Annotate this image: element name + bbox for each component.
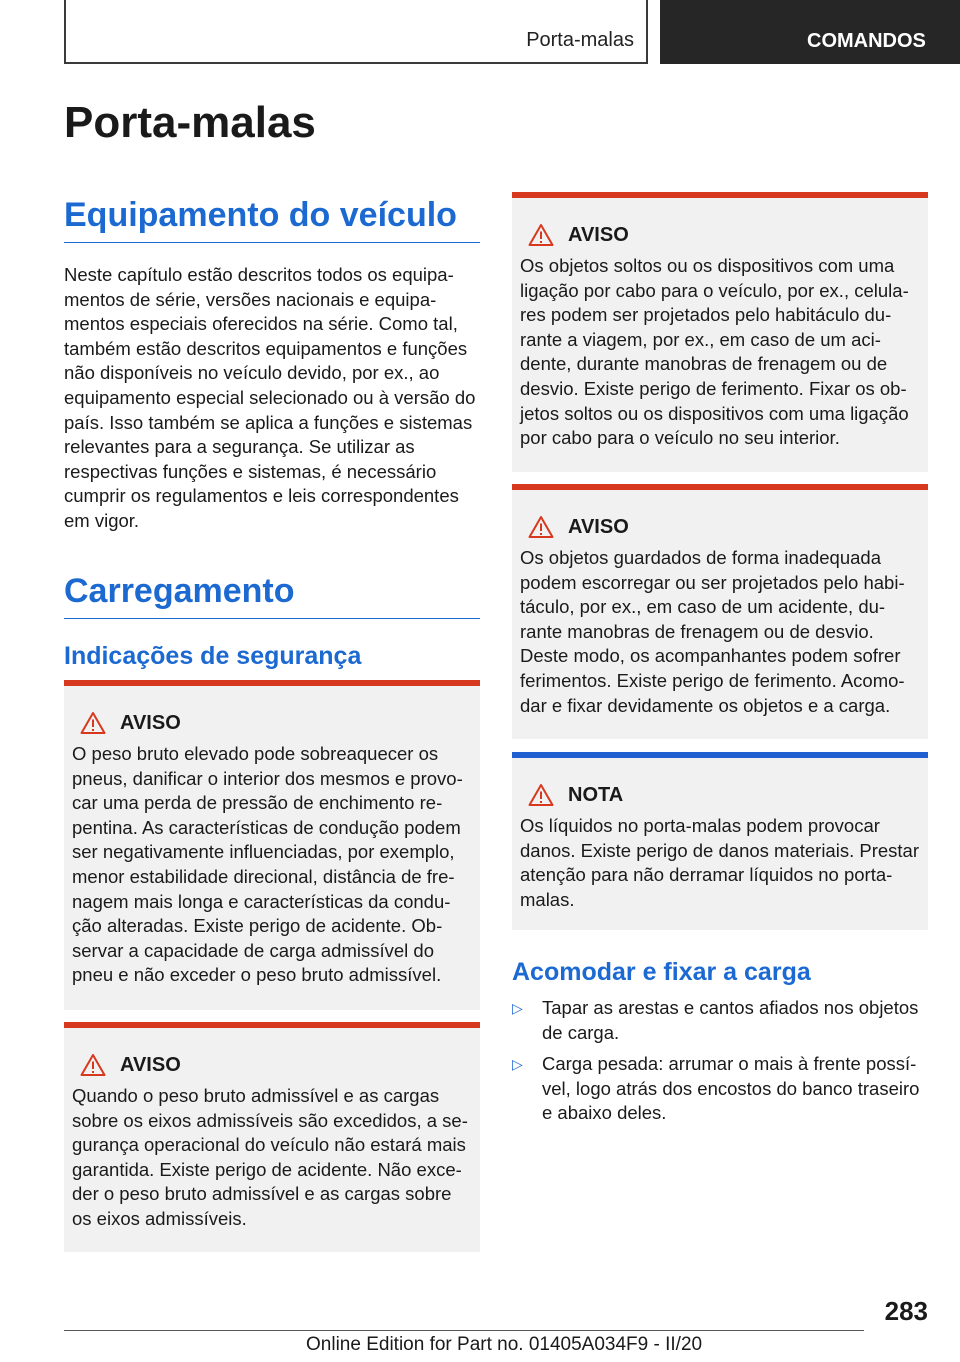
warning-box [64,1022,480,1252]
note-box [512,752,928,930]
note-label: NOTA [568,783,624,806]
page-title: Porta-malas [64,98,316,147]
section-indicacoes [64,640,480,672]
list-item-text: Carga pesada: arrumar o mais à frente possível, logo atrás dos encostos do banco traseiro e abaixo deles. [542,1053,920,1124]
heading-acomodar: Acomodar e fixar a carga [512,958,811,986]
list-item [512,996,932,1045]
page-number: 283 [884,1296,928,1326]
warning-label: AVISO [568,223,629,246]
section-equipamento [64,194,480,534]
warning-box [512,192,928,472]
warning-text: O peso bruto elevado pode sobreaquecer os pneus, danificar o interior dos mesmos e provocar uma perda de pressão de enchimento repentina. As características de condução podem ser negativamente influenciadas, por exemplo, menor estabilidade direcional, distância de frenagem mais longa e características da condução alteradas. Existe perigo de acidente. Observar a capacidade de carga admissível do pneu e não exceder o peso bruto admissível. [72,743,463,986]
warning-label: AVISO [120,1053,181,1076]
list-item [512,1052,932,1126]
warning-box [512,484,928,739]
list-item-text: Tapar as arestas e cantos afiados nos objetos de carga. [542,997,919,1043]
heading-indicacoes: Indicações de segurança [64,642,362,670]
header-chapter-tab [660,0,960,64]
section-acomodar [512,956,928,988]
section-carregamento [64,570,480,619]
header-section-label: Porta-malas [526,29,634,51]
header-chapter-label: COMANDOS [807,30,926,52]
warning-text: Os objetos soltos ou os dispositivos com uma ligação por cabo para o veículo, por ex., celulares podem ser projetados pelo habitáculo durante a viagem, por ex., em caso de um acidente, durante manobras de frenagem ou de desvio. Existe perigo de ferimento. Fixar os objetos soltos ou os dispositivos com uma ligação por cabo para o veículo no seu interior. [520,255,909,449]
note-triangle-icon [528,783,554,807]
footer-edition: Online Edition for Part no. 01405A034F9 - II/20 [306,1334,703,1355]
bullet-triangle-icon: ▷ [512,1000,523,1016]
warning-text: Os objetos guardados de forma inadequada podem escorregar ou ser projetados pelo habitáculo, por ex., em caso de um acidente, durante manobras de frenagem ou de desvio. Deste modo, os acompanhantes podem sofrer ferimentos. Existe perigo de ferimento. Acomodar e fixar devidamente os objetos e a carga. [520,547,905,716]
header-section-tab [64,0,648,64]
warning-triangle-icon [80,1053,106,1077]
warning-label: AVISO [120,711,181,734]
heading-equipamento: Equipamento do veículo [64,194,480,243]
warning-triangle-icon [80,711,106,735]
warning-text: Quando o peso bruto admissível e as cargas sobre os eixos admissíveis são excedidos, a segurança operacional do veículo não estará mais garantida. Existe perigo de acidente. Não exceder o peso bruto admissível e as cargas sobre os eixos admissíveis. [72,1085,468,1229]
heading-carregamento: Carregamento [64,570,480,619]
warning-triangle-icon [528,515,554,539]
warning-box [64,680,480,1010]
warning-triangle-icon [528,223,554,247]
bullet-triangle-icon: ▷ [512,1056,523,1072]
warning-label: AVISO [568,515,629,538]
footer-divider [64,1330,864,1331]
equipamento-text: Neste capítulo estão descritos todos os equipamentos de série, versões nacionais e equipamentos especiais oferecidos na série. Como tal, também estão descritos equipamentos e funções não disponíveis no veículo devido, por ex., ao equipamento especial selecionado ou à versão do país. Isso também se aplica a funções e sistemas relevantes para a segurança. Se utilizar as respectivas funções e sistemas, é necessário cumprir os regulamentos e leis correspondentes em vigor. [64,264,476,531]
note-text: Os líquidos no porta-malas podem provocar danos. Existe perigo de danos materiais. Prestar atenção para não derramar líquidos no porta-malas. [520,815,919,910]
